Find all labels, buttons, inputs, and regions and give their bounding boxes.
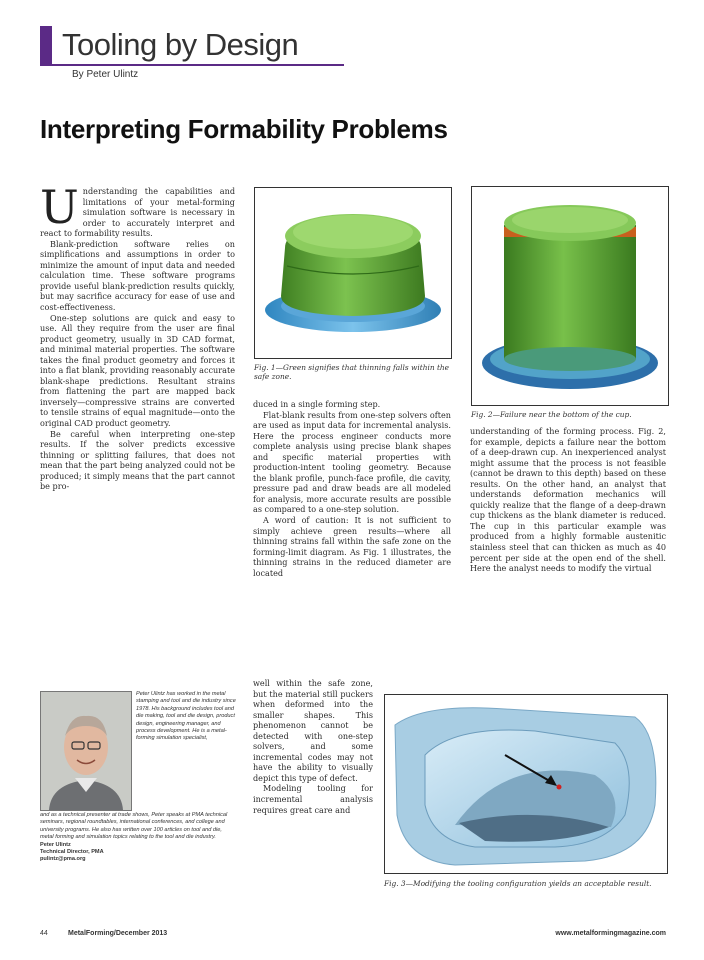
author-bio-text: Peter Ulintz has worked in the metal stamping and tool and die industry since 1978. His background includes tool and die making, tool and die design, product design, engineering manager, and process development. He is a metal-forming simulation specialist, <box>136 691 236 742</box>
failed-cup-illustration <box>472 187 668 405</box>
tooling-configuration-illustration <box>385 695 667 873</box>
column-title: Tooling by Design <box>62 27 299 62</box>
byline: By Peter Ulintz <box>72 69 139 80</box>
issue-info: MetalForming/December 2013 <box>68 930 168 937</box>
figure-1-caption: Fig. 1—Green signifies that thinning falls within the safe zone. <box>254 363 450 381</box>
paragraph: understanding of the forming process. Fig. 2, for example, depicts a failure near the bottom of a deep-drawn cup. An inexperienced analyst might assume that the process is not feasible (cannot be drawn to this depth) based on these results. On the other hand, an analyst that understands deformation mechanics will quickly realize that the flange of a deep-drawn cup thickens as the blank diameter is reduced. The cup in this particular example was produced from a highly formable austenitic stainless steel that can thicken as much as 40 percent per side at the open end of the shell. Here the analyst needs to modify the virtual <box>470 426 666 574</box>
body-column-2-continued <box>253 678 373 918</box>
author-portrait <box>41 692 131 810</box>
body-column-3 <box>470 426 666 688</box>
author-title: Technical Director, PMA <box>40 849 104 856</box>
paragraph: One-step solutions are quick and easy to use. All they require from the user are final product geometry, usually in 3D CAD format, and minimal material properties. The software takes the final product geometry and forces it into a flat blank, providing reasonably accurate blank-shape predictions. Resultant strains from flattening the part are mapped back inversely—compressive strains are converted to tensile strains of equal magnitude—onto the original CAD product geometry. <box>40 312 235 429</box>
figure-3-image <box>384 694 668 874</box>
author-email: pulintz@pma.org <box>40 856 86 863</box>
paragraph: A word of caution: It is not sufficient to simply achieve green results—where all thinning strains fall within the safe zone on the forming-limit diagram. As Fig. 1 illustrates, the thinning strains in the reduced diameter are located <box>253 515 451 578</box>
figure-2-caption: Fig. 2—Failure near the bottom of the cup. <box>471 410 632 419</box>
green-part-illustration <box>255 188 451 358</box>
paragraph: Be careful when interpreting one-step results. If the solver predicts excessive thinning or splitting failures, that does not mean that the part being analyzed could not be produced; it simply means that the part cannot be pro- <box>40 428 235 492</box>
author-photo <box>40 691 132 811</box>
paragraph: well within the safe zone, but the material still puckers when deformed into the smaller shapes. This phenomenon cannot be detected with one-step solvers, and some incremental codes may not have the ability to visually depict this type of defect. <box>253 678 373 783</box>
website-link[interactable]: www.metalformingmagazine.com <box>555 930 666 937</box>
column-header-accent-bar <box>40 26 52 64</box>
figure-3-caption: Fig. 3—Modifying the tooling configuration yields an acceptable result. <box>384 879 652 888</box>
paragraph: Modeling tooling for incremental analysis requires great care and <box>253 783 373 815</box>
paragraph: Blank-prediction software relies on simplifications and assumptions in order to minimize the amount of input data and needed calculation time. These software programs provide useful blank-prediction results quickly, but may sacrifice accuracy for ease of use and cost-effectiveness. <box>40 238 235 313</box>
figure-1-image <box>254 187 452 359</box>
body-column-2 <box>253 399 451 677</box>
author-name: Peter Ulintz <box>40 841 71 848</box>
page-number: 44 <box>40 930 48 937</box>
author-bio-continued: and as a technical presenter at trade shows, Peter speaks at PMA technical seminars, regional roundtables, international conferences, and college and university programs. He also has written over 100 articles on tool and die, metal forming and simulation topics relating to the tool and die industry. Peter Ulintz Technical Director, PMA pulintz@pma.org <box>40 812 236 864</box>
dropcap-letter: U <box>40 186 79 234</box>
article-headline: Interpreting Formability Problems <box>40 114 448 144</box>
body-column-1 <box>40 186 235 660</box>
figure-2-image <box>471 186 669 406</box>
column-header-rule <box>40 64 344 66</box>
paragraph: Understanding the capabilities and limitations of your metal-forming simulation software is necessary in order to accurately interpret and react to formability results. <box>40 186 235 239</box>
paragraph: duced in a single forming step. <box>253 399 381 409</box>
paragraph: Flat-blank results from one-step solvers often are used as input data for incremental analysis. Here the process engineer conducts more complete analysis using precise blank shapes and specific material properties with production-intent tooling geometry. Because the blank profile, punch-face profile, die cavity, pressure pad and draw beads are all modeled for analysis, more accurate results are possible as compared to a one-step solution. <box>253 409 451 515</box>
